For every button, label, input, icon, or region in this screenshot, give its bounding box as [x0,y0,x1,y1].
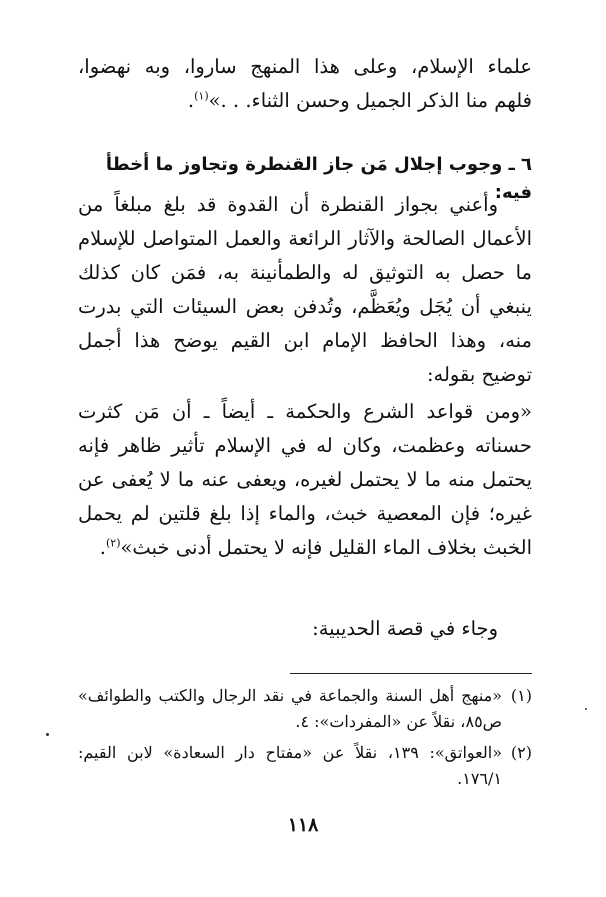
footnote-text: «منهج أهل السنة والجماعة في نقد الرجال والكتب والطوائف» ص٨٥، نقلاً عن «المفردات»: ٤. [78,686,502,731]
footnote-1 [78,683,532,735]
footnote-2 [78,740,532,792]
footnote-text: «العواتق»: ١٣٩، نقلاً عن «مفتاح دار السعادة» لابن القيم: ١٧٦/١. [78,743,503,788]
paragraph-line-text: فلهم منا الذكر الجميل وحسن الثناء. . .» [208,89,532,112]
paragraph-end-mark: . [99,536,106,559]
section-heading: ٦ ـ وجوب إجلال مَن جاز القنطرة وتجاوز ما أخطأ فيه: [105,154,532,203]
footnote-number: (١) [510,686,532,705]
footnote-ref-2[interactable]: (٢) [105,536,121,550]
scan-speck [46,733,49,736]
quotation-text: «ومن قواعد الشرع والحكمة ـ أيضاً ـ أن مَن كثرت حسناته وعظمت، وكان له في الإسلام تأثير ظاهر فإنه يحتمل منه ما لا يحتمل لغيره، ويعفى عنه ما لا يُعفى عن غيره؛ فإن المعصية خبث، والماء إذا بلغ قلتين لم يحمل الخبث بخلاف الماء القليل فإنه لا يحتمل أدنى خبث» [78,400,532,559]
footnote-number: (٢) [510,743,532,762]
paragraph-line: علماء الإسلام، وعلى هذا المنهج ساروا، وبه نهضوا، [78,55,532,78]
footnotes [78,683,532,797]
paragraph-intro-hudaybiyyah: وجاء في قصة الحديبية: [312,617,498,640]
scan-speck [585,708,587,710]
page-number: ١١٨ [287,814,319,836]
footnote-ref-1[interactable]: (١) [194,89,209,103]
paragraph-continued-quote [78,50,532,118]
paragraph-explanation: وأعني بجواز القنطرة أن القدوة قد بلغ مبلغاً من الأعمال الصالحة والآثار الرائعة والعمل المتواصل للإسلام ما حصل به التوثيق له والطمأنينة به، فمَن كان كذلك ينبغي أن يُجَل ويُعَظَّم، وتُدفن بعض السيئات التي بدرت منه، وهذا الحافظ الإمام ابن القيم يوضح هذا أجمل توضيح بقوله: [78,193,532,386]
paragraph-quotation [78,395,532,565]
footnote-separator [290,673,532,674]
paragraph-line-last [78,84,532,118]
paragraph-end-mark: . [187,89,195,112]
